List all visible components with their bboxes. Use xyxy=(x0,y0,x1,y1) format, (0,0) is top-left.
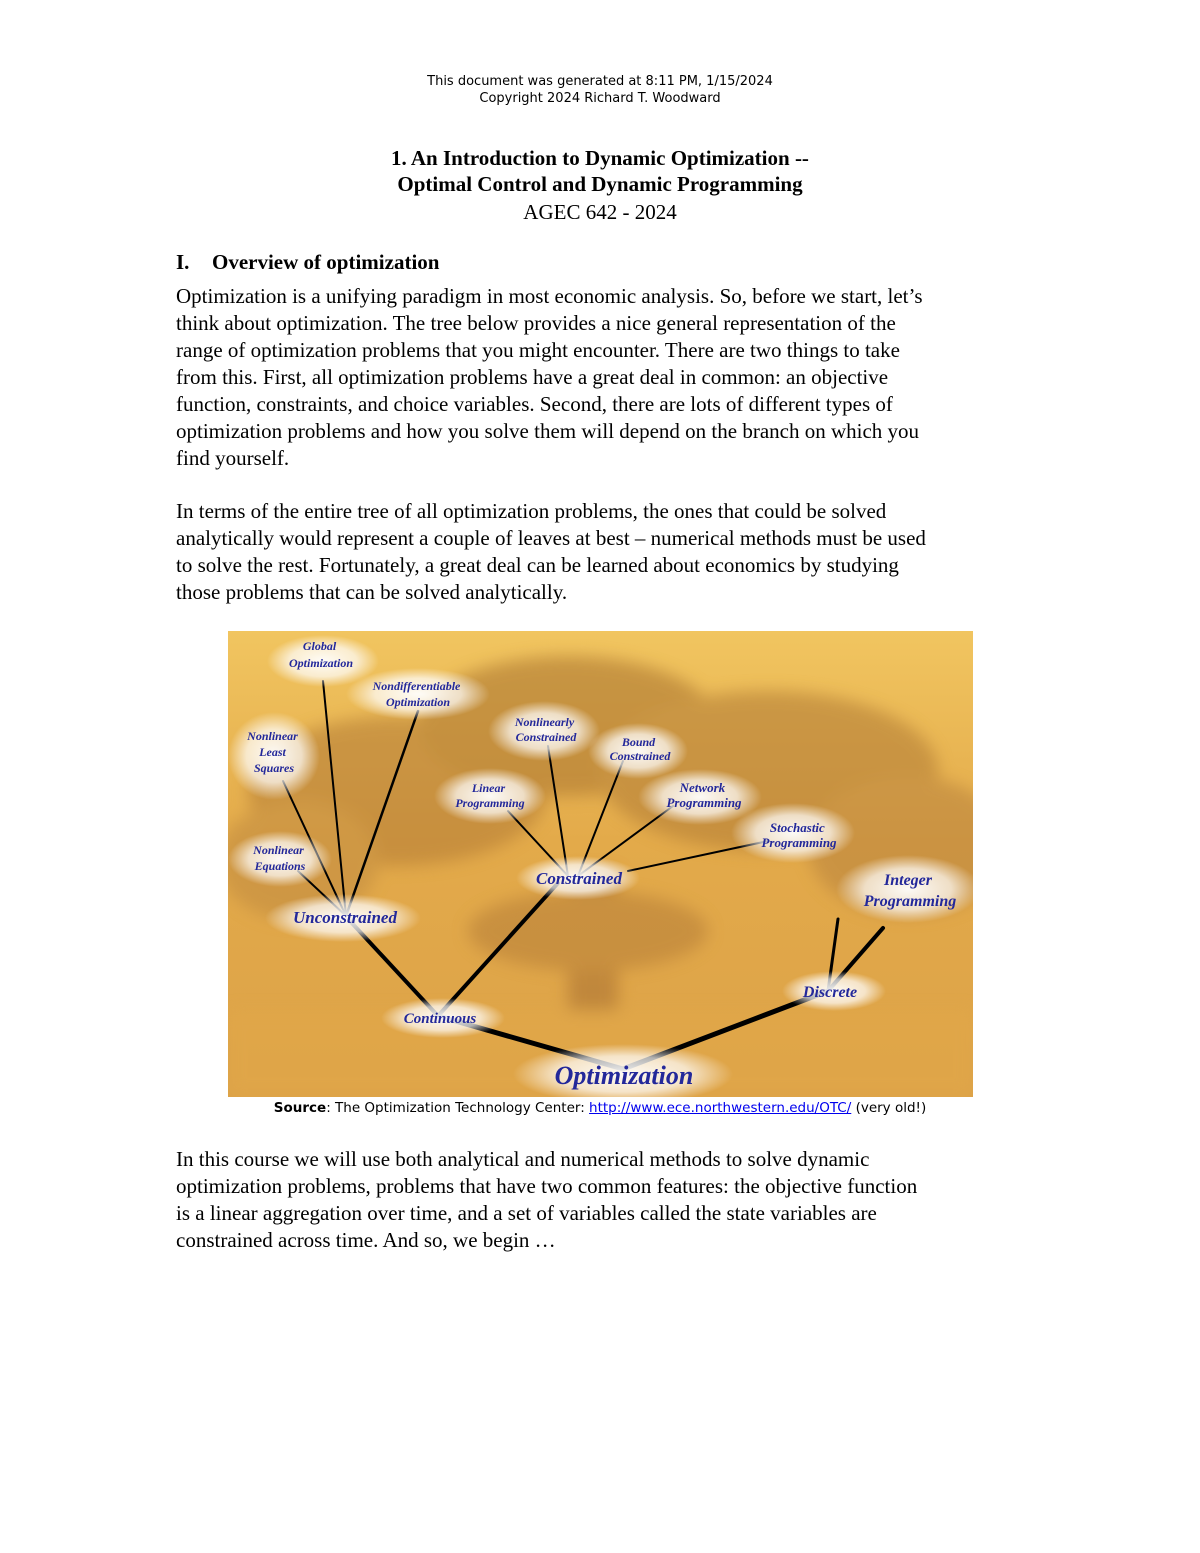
node-continuous: Continuous xyxy=(403,1011,477,1027)
node-nls-line-2: Least xyxy=(259,745,286,759)
section-heading xyxy=(176,249,439,275)
node-bound-line-1: Bound xyxy=(621,735,656,749)
course-code: AGEC 642 - 2024 xyxy=(523,200,677,224)
paragraph-line: think about optimization. The tree below provides a nice general representation of the xyxy=(176,311,896,335)
caption-text: : The Optimization Technology Center: xyxy=(326,1100,590,1116)
node-integer-line-2: Programming xyxy=(863,893,957,910)
figure-caption xyxy=(0,1099,1200,1117)
paragraph-line: constrained across time. And so, we begin … xyxy=(176,1228,556,1252)
document-title-line-2: Optimal Control and Dynamic Programming xyxy=(397,172,803,196)
node-nonlinearly-line-2: Constrained xyxy=(515,730,577,744)
node-nle-line-2: Equations xyxy=(254,859,306,873)
node-nls-line-3: Squares xyxy=(253,761,295,775)
node-constrained: Constrained xyxy=(536,869,622,888)
node-discrete: Discrete xyxy=(802,984,858,1001)
node-bound-line-2: Constrained xyxy=(609,749,671,763)
paragraph-line: In terms of the entire tree of all optimization problems, the ones that could be solved xyxy=(176,499,887,523)
node-stochastic-programming xyxy=(761,820,837,850)
paragraph-2 xyxy=(176,498,1026,606)
node-network-line-1: Network xyxy=(679,780,726,795)
paragraph-line: In this course we will use both analytical and numerical methods to solve dynamic xyxy=(176,1147,870,1171)
node-nls-line-1: Nonlinear xyxy=(247,729,298,743)
caption-suffix: (very old!) xyxy=(851,1100,927,1116)
node-optimization: Optimization xyxy=(554,1061,694,1090)
paragraph-line: range of optimization problems that you might encounter. There are two things to take xyxy=(176,338,900,362)
node-linear-line-1: Linear xyxy=(471,781,506,795)
node-nonlinearly-constrained xyxy=(514,715,578,744)
node-linear-line-2: Programming xyxy=(455,796,525,810)
node-network-line-2: Programming xyxy=(666,795,742,810)
paragraph-line: function, constraints, and choice variables. Second, there are lots of different types of xyxy=(176,392,893,416)
paragraph-line: optimization problems and how you solve them will depend on the branch on which you xyxy=(176,419,920,443)
generated-timestamp: This document was generated at 8:11 PM, 1/15/2024 xyxy=(427,74,773,89)
paragraph-line: optimization problems, problems that have two common features: the objective function xyxy=(176,1174,918,1198)
node-nondiff-line-1: Nondifferentiable xyxy=(372,679,461,693)
node-global-line-1: Global xyxy=(302,639,337,653)
section-number: I. xyxy=(176,250,190,274)
caption-link[interactable]: http://www.ece.northwestern.edu/OTC/ xyxy=(589,1100,852,1116)
node-stochastic-line-1: Stochastic xyxy=(769,820,825,835)
paragraph-3 xyxy=(176,1146,1026,1254)
node-stochastic-line-2: Programming xyxy=(761,835,837,850)
paragraph-line: analytically would represent a couple of leaves at best – numerical methods must be used xyxy=(176,526,926,550)
node-nonlinearly-line-1: Nonlinearly xyxy=(514,715,575,729)
paragraph-line: find yourself. xyxy=(176,446,290,470)
paragraph-1 xyxy=(176,283,1026,472)
paragraph-line: is a linear aggregation over time, and a set of variables called the state variables are xyxy=(176,1201,877,1225)
caption-label: Source xyxy=(273,1100,327,1116)
paragraph-line: Optimization is a unifying paradigm in most economic analysis. So, before we start, let’s xyxy=(176,284,923,308)
node-global-line-2: Optimization xyxy=(288,656,354,670)
node-nle-line-1: Nonlinear xyxy=(253,843,304,857)
node-nondiff-line-2: Optimization xyxy=(385,695,451,709)
document-title-line-1: 1. An Introduction to Dynamic Optimization -- xyxy=(391,146,809,170)
node-integer-line-1: Integer xyxy=(884,872,932,889)
paragraph-line: those problems that can be solved analytically. xyxy=(176,580,568,604)
node-unconstrained: Unconstrained xyxy=(293,908,397,927)
paragraph-line: to solve the rest. Fortunately, a great deal can be learned about economics by studying xyxy=(176,553,899,577)
section-title: Overview of optimization xyxy=(212,250,440,274)
optimization-tree-figure xyxy=(228,631,973,1097)
copyright-notice: Copyright 2024 Richard T. Woodward xyxy=(479,91,721,106)
paragraph-line: from this. First, all optimization problems have a great deal in common: an objective xyxy=(176,365,889,389)
